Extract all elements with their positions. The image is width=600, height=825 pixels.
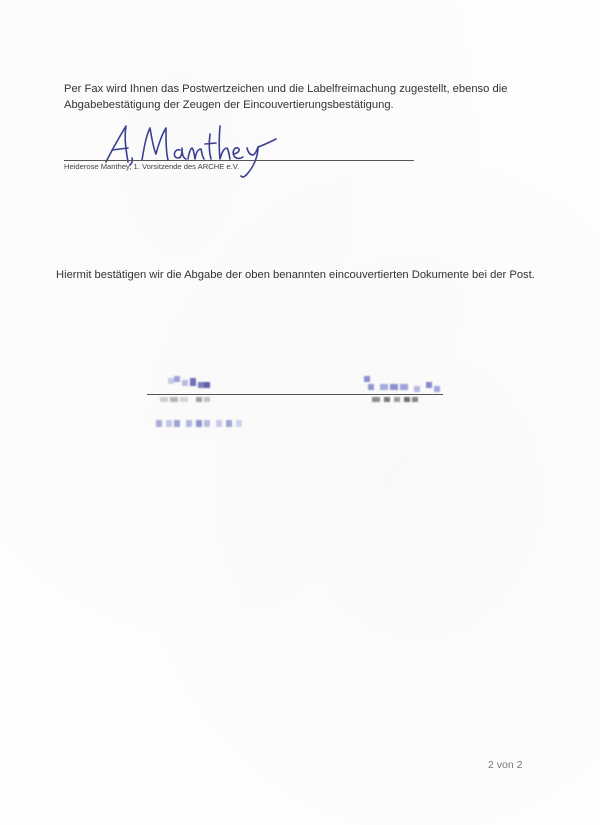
signature-caption: Heiderose Manthey, 1. Vorsitzende des ARCHE e.V. [64, 162, 240, 171]
redacted-signature-right [364, 376, 446, 392]
redacted-line-below [156, 418, 246, 430]
signature-line [64, 160, 414, 161]
redacted-caption-right [372, 396, 422, 404]
witness-signature-line [147, 394, 443, 395]
confirmation-paragraph: Hiermit bestätigen wir die Abgabe der oben benannten eincouvertierten Dokumente bei der Post. [56, 269, 535, 281]
fax-paragraph: Per Fax wird Ihnen das Postwertzeichen und die Labelfreimachung zugestellt, ebenso die Abgabebestätigung der Zeugen der Eincouvertierungsbestätigung. [64, 83, 508, 111]
page-number: 2 von 2 [488, 759, 523, 771]
handwritten-signature [102, 120, 282, 182]
redacted-caption-left [160, 396, 220, 404]
redacted-signature-left [168, 376, 228, 392]
